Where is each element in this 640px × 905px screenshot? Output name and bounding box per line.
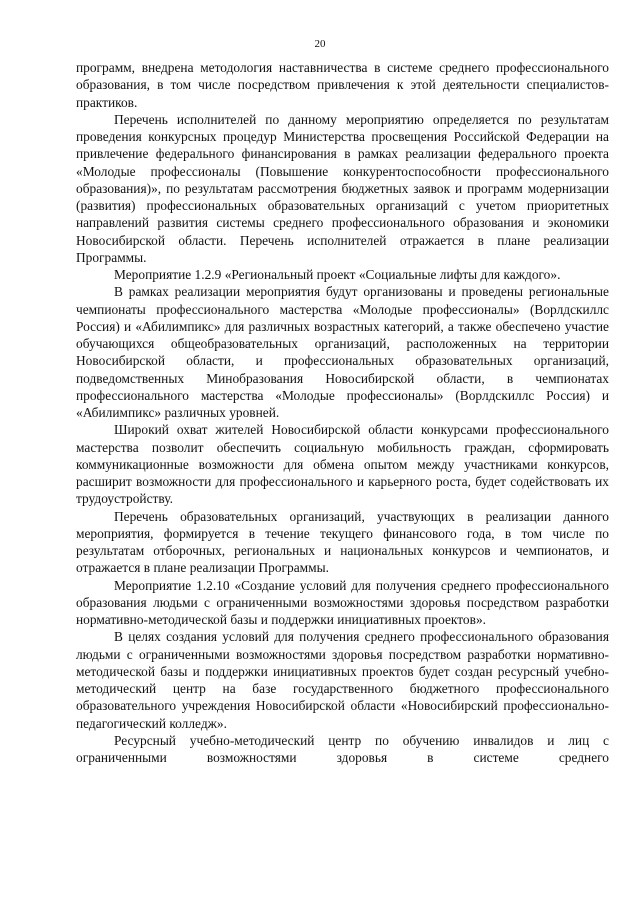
page-number: 20 xyxy=(314,38,326,50)
paragraph-continuation: программ, внедрена методология наставничества в системе среднего профессионального образования, в том числе посредством привлечения к этой деятельности специалистов-практиков. xyxy=(76,60,609,110)
document-body xyxy=(76,59,609,766)
paragraph-measure-1-2-9-heading: Мероприятие 1.2.9 «Региональный проект «Социальные лифты для каждого». xyxy=(114,267,561,282)
paragraph-resource-center: В целях создания условий для получения среднего профессионального образования людьми с ограниченными возможностями здоровья посредством разработки нормативно-методической базы и поддержки инициативных проектов будет создан ресурсный учебно-методический центр на базе государственного бюджетного профессионального образовательного учреждения Новосибирской области «Новосибирский профессионально-педагогический колледж». xyxy=(76,629,609,731)
paragraph-resource-center-continuation: Ресурсный учебно-методический центр по обучению инвалидов и лиц с ограниченными возможностями здоровья в системе среднего xyxy=(76,732,609,765)
paragraph-executors-list: Перечень исполнителей по данному мероприятию определяется по результатам проведения конкурсных процедур Министерства просвещения Российской Федерации на привлечение федерального финансирования в рамках реализации федерального проекта «Молодые профессионалы (Повышение конкурентоспособности профессионального образования)», по результатам рассмотрения бюджетных заявок и программ модернизации (развития) профессиональных образовательных организаций с учетом приоритетных направлений развития системы среднего профессионального образования и экономики Новосибирской области. Перечень исполнителей отражается в плане реализации Программы. xyxy=(76,111,609,265)
paragraph-championships: В рамках реализации мероприятия будут организованы и проведены региональные чемпионаты профессионального мастерства «Молодые профессионалы» (Ворлдскиллс Россия) и «Абилимпикс» для различных возрастных категорий, а также обеспечено участие обучающихся общеобразовательных организаций, расположенных на территории Новосибирской области, и профессиональных образовательных организаций, подведомственных Минобразования Новосибирской области, в чемпионатах профессионального мастерства «Молодые профессионалы» (Ворлдскиллс Россия) и «Абилимпикс» различных уровней. xyxy=(76,284,609,420)
paragraph-measure-1-2-10-heading: Мероприятие 1.2.10 «Создание условий для получения среднего профессионального образования людьми с ограниченными возможностями здоровья посредством разработки нормативно-методической базы и поддержки инициативных проектов». xyxy=(76,577,609,627)
paragraph-social-mobility: Широкий охват жителей Новосибирской области конкурсами профессионального мастерства позволит обеспечить социальную мобильность граждан, сформировать коммуникационные возможности для обмена опытом между участниками конкурсов, расширит возможности для профессионального и карьерного роста, будет содействовать их трудоустройству. xyxy=(76,422,609,507)
paragraph-organizations-list: Перечень образовательных организаций, участвующих в реализации данного мероприятия, формируется в течение текущего финансового года, в том числе по результатам отборочных, региональных и национальных конкурсов и чемпионатов, и отражается в плане реализации Программы. xyxy=(76,508,609,576)
